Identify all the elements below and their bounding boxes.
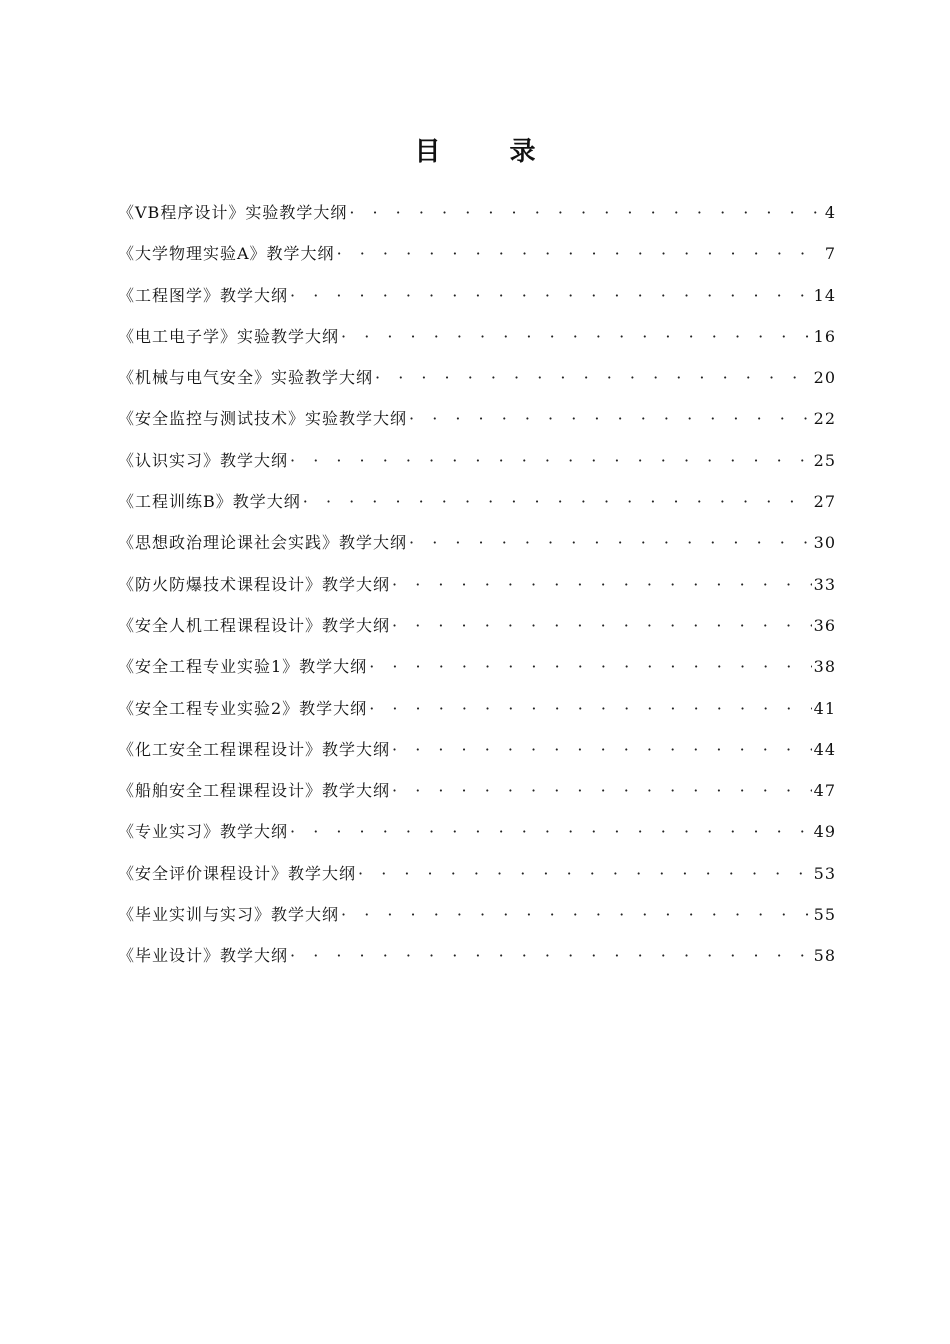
toc-entry-page: 20 (813, 368, 836, 388)
toc-entry-title: 《化工安全工程课程设计》教学大纲 (118, 739, 391, 759)
dot-leader (290, 818, 812, 846)
toc-entry-page: 4 (824, 203, 836, 222)
toc-entry[interactable] (118, 405, 836, 446)
toc-entry[interactable] (118, 901, 836, 942)
toc-entry-page: 55 (813, 905, 836, 925)
toc-entry-title: 《安全人机工程课程设计》教学大纲 (118, 615, 391, 635)
toc-entry-page: 33 (813, 574, 836, 594)
toc-entry-title: 《工程图学》教学大纲 (118, 285, 289, 305)
toc-entry-title: 《安全监控与测试技术》实验教学大纲 (118, 409, 408, 429)
toc-entry[interactable] (118, 860, 836, 901)
toc-entry-page: 49 (813, 822, 836, 842)
table-of-contents (118, 199, 836, 984)
toc-entry[interactable] (118, 282, 836, 323)
toc-entry-title: 《VB程序设计》实验教学大纲 (118, 203, 348, 222)
toc-entry[interactable] (118, 488, 836, 529)
toc-entry-title: 《思想政治理论课社会实践》教学大纲 (118, 533, 408, 553)
dot-leader (409, 529, 812, 557)
toc-entry[interactable] (118, 323, 836, 364)
toc-entry[interactable] (118, 447, 836, 488)
toc-entry-page: 58 (813, 946, 836, 966)
dot-leader (369, 653, 811, 681)
toc-entry[interactable] (118, 777, 836, 818)
dot-leader (303, 488, 812, 516)
toc-entry-page: 44 (813, 739, 836, 759)
dot-leader (375, 364, 812, 392)
toc-entry-title: 《毕业设计》教学大纲 (118, 946, 289, 966)
page-title: 目 录 (414, 137, 566, 167)
dot-leader (290, 942, 812, 970)
toc-entry-title: 《安全评价课程设计》教学大纲 (118, 863, 357, 883)
toc-entry[interactable] (118, 612, 836, 653)
toc-entry[interactable] (118, 736, 836, 777)
dot-leader (392, 736, 812, 764)
toc-entry[interactable] (118, 240, 836, 281)
toc-entry-page: 14 (813, 285, 836, 305)
toc-entry-title: 《工程训练B》教学大纲 (118, 492, 301, 512)
dot-leader (290, 282, 812, 310)
toc-entry[interactable] (118, 364, 836, 405)
toc-entry-title: 《安全工程专业实验2》教学大纲 (118, 698, 368, 718)
toc-entry-page: 16 (813, 326, 836, 346)
toc-entry-title: 《专业实习》教学大纲 (118, 822, 289, 842)
toc-entry-page: 38 (813, 657, 836, 677)
toc-entry[interactable] (118, 199, 836, 240)
dot-leader (369, 695, 811, 723)
toc-entry-page: 36 (813, 615, 836, 635)
dot-leader (392, 571, 812, 599)
dot-leader (392, 777, 812, 805)
toc-entry-title: 《安全工程专业实验1》教学大纲 (118, 657, 368, 677)
toc-entry[interactable] (118, 571, 836, 612)
toc-entry-page: 22 (813, 409, 836, 429)
dot-leader (341, 323, 812, 351)
toc-entry-title: 《大学物理实验A》教学大纲 (118, 244, 335, 264)
toc-entry-title: 《船舶安全工程课程设计》教学大纲 (118, 781, 391, 801)
dot-leader (341, 901, 812, 929)
toc-entry-title: 《认识实习》教学大纲 (118, 450, 289, 470)
toc-entry-page: 27 (813, 492, 836, 512)
toc-entry-page: 25 (813, 450, 836, 470)
toc-entry[interactable] (118, 695, 836, 736)
dot-leader (392, 612, 812, 640)
dot-leader (290, 447, 812, 475)
toc-entry[interactable] (118, 818, 836, 859)
toc-entry-page: 41 (813, 698, 836, 718)
toc-entry-title: 《防火防爆技术课程设计》教学大纲 (118, 574, 391, 594)
toc-entry-title: 《机械与电气安全》实验教学大纲 (118, 368, 374, 388)
dot-leader (358, 860, 812, 888)
toc-entry[interactable] (118, 529, 836, 570)
toc-entry-page: 47 (813, 781, 836, 801)
toc-entry-page: 7 (824, 244, 836, 264)
toc-entry-page: 53 (813, 863, 836, 883)
toc-entry[interactable] (118, 653, 836, 694)
toc-entry-title: 《毕业实训与实习》教学大纲 (118, 905, 340, 925)
dot-leader (409, 405, 812, 433)
dot-leader (349, 199, 822, 227)
toc-entry-page: 30 (813, 533, 836, 553)
dot-leader (337, 240, 823, 268)
toc-entry-title: 《电工电子学》实验教学大纲 (118, 326, 340, 346)
toc-entry[interactable] (118, 942, 836, 983)
